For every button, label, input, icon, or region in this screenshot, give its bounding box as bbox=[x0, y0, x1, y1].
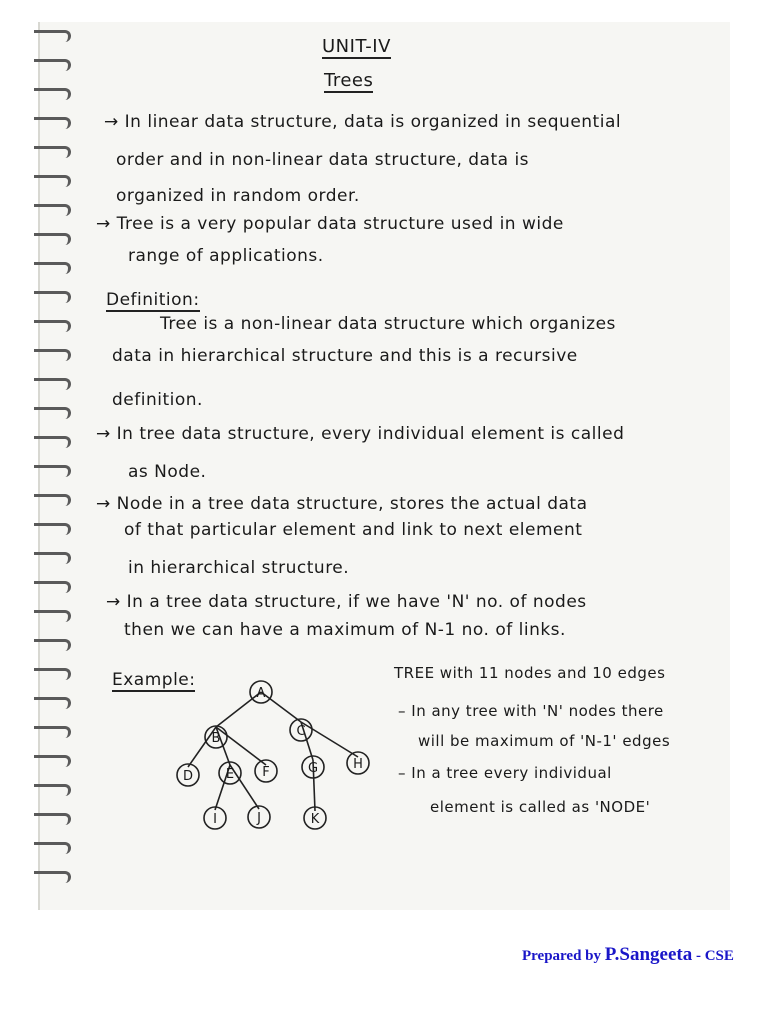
tree-node-label: K bbox=[310, 812, 320, 827]
spiral-ring bbox=[34, 59, 71, 71]
text-line: → Tree is a very popular data structure used in wide bbox=[96, 214, 564, 234]
tree-node-label: F bbox=[262, 765, 270, 780]
footer-prefix: Prepared by bbox=[522, 948, 605, 964]
tree-node-label: D bbox=[182, 769, 194, 784]
spiral-ring bbox=[34, 842, 71, 854]
text-line: Tree is a non-linear data structure which organizes bbox=[160, 314, 616, 334]
text-line: → Node in a tree data structure, stores the actual data bbox=[96, 494, 588, 514]
example-label: Example: bbox=[112, 670, 196, 690]
text-line: then we can have a maximum of N-1 no. of links. bbox=[124, 620, 566, 640]
text-line: range of applications. bbox=[128, 246, 324, 266]
tree-node-label: I bbox=[213, 812, 217, 827]
spiral-ring bbox=[34, 523, 71, 535]
spiral-ring bbox=[34, 204, 71, 216]
spiral-ring bbox=[34, 726, 71, 738]
spiral-ring bbox=[34, 436, 71, 448]
tree-diagram bbox=[160, 675, 380, 835]
spiral-ring bbox=[34, 175, 71, 187]
spiral-ring bbox=[34, 668, 71, 680]
spiral-ring bbox=[34, 262, 71, 274]
spiral-ring bbox=[34, 30, 71, 42]
example-note: – In a tree every individual bbox=[398, 764, 612, 782]
spiral-ring bbox=[34, 610, 71, 622]
tree-node-label: H bbox=[353, 757, 363, 772]
text-line: definition. bbox=[112, 390, 203, 410]
spiral-ring bbox=[34, 755, 71, 767]
tree-node-label: B bbox=[211, 731, 221, 746]
spiral-ring bbox=[34, 581, 71, 593]
example-note: will be maximum of 'N-1' edges bbox=[418, 732, 671, 750]
spiral-ring bbox=[34, 407, 71, 419]
tree-edge bbox=[216, 692, 261, 727]
spiral-ring bbox=[34, 494, 71, 506]
spiral-ring bbox=[34, 639, 71, 651]
text-line: → In linear data structure, data is organized in sequential bbox=[104, 112, 622, 132]
text-line: of that particular element and link to next element bbox=[124, 520, 583, 540]
tree-node-label: J bbox=[257, 811, 261, 826]
text-line: → In tree data structure, every individual element is called bbox=[96, 424, 625, 444]
spiral-ring bbox=[34, 813, 71, 825]
tree-edge bbox=[301, 722, 358, 757]
topic-heading: Trees bbox=[324, 70, 374, 91]
footer-suffix: - CSE bbox=[692, 948, 734, 964]
tree-edge bbox=[261, 692, 301, 722]
spiral-ring bbox=[34, 784, 71, 796]
text-line: order and in non-linear data structure, data is bbox=[116, 150, 530, 170]
example-note: – In any tree with 'N' nodes there bbox=[398, 702, 664, 720]
spiral-ring bbox=[34, 291, 71, 303]
definition-label: Definition: bbox=[106, 290, 200, 310]
text-line: in hierarchical structure. bbox=[128, 558, 350, 578]
author-name: P.Sangeeta bbox=[604, 944, 693, 965]
tree-node-label: E bbox=[225, 767, 235, 782]
spiral-ring bbox=[34, 233, 71, 245]
text-line: → In a tree data structure, if we have 'N' no. of nodes bbox=[106, 592, 587, 612]
example-note: TREE with 11 nodes and 10 edges bbox=[394, 664, 666, 682]
spiral-ring bbox=[34, 146, 71, 158]
example-note: element is called as 'NODE' bbox=[430, 798, 651, 816]
spiral-ring bbox=[34, 349, 71, 361]
tree-node-label: C bbox=[296, 724, 306, 739]
spiral-ring bbox=[34, 117, 71, 129]
spiral-ring bbox=[34, 697, 71, 709]
spiral-ring bbox=[34, 552, 71, 564]
notebook-spiral bbox=[34, 30, 74, 910]
tree-node-label: A bbox=[256, 686, 266, 701]
text-line: organized in random order. bbox=[116, 186, 360, 206]
text-line: as Node. bbox=[128, 462, 207, 482]
spiral-ring bbox=[34, 378, 71, 390]
unit-heading: UNIT-IV bbox=[322, 36, 391, 57]
text-line: data in hierarchical structure and this is a recursive bbox=[112, 346, 578, 366]
spiral-ring bbox=[34, 465, 71, 477]
prepared-by-footer bbox=[522, 944, 734, 966]
spiral-ring bbox=[34, 320, 71, 332]
spiral-ring bbox=[34, 871, 71, 883]
spiral-ring bbox=[34, 88, 71, 100]
tree-node-label: G bbox=[307, 761, 319, 776]
